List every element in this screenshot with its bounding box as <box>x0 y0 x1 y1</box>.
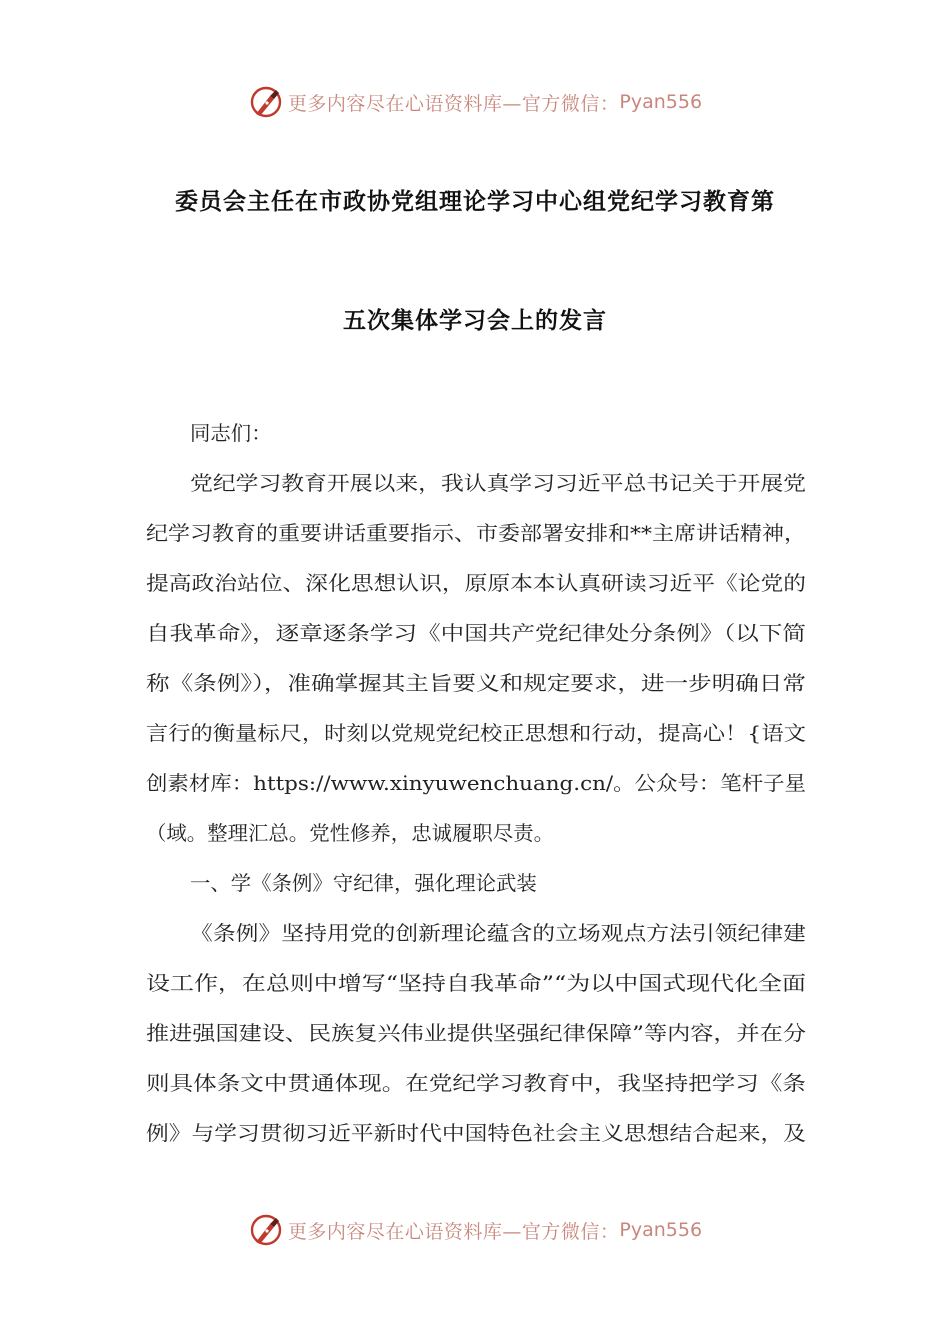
body-line: 推进强国建设、民族复兴伟业提供坚强纪律保障”等内容，并在分 <box>146 1021 806 1045</box>
section-heading: 一、学《条例》守纪律，强化理论武装 <box>190 871 537 895</box>
watermark-wechat-id: Pyan556 <box>619 1219 703 1241</box>
body-line: 自我革命》，逐章逐条学习《中国共产党纪律处分条例》（以下简 <box>146 621 806 645</box>
footer-watermark <box>0 1208 950 1252</box>
pen-nib-circle-icon <box>248 1212 284 1248</box>
header-watermark <box>0 80 950 124</box>
body-line: 创素材库：https://www.xinyuwenchuang.cn/。公众号：笔杆子星 <box>146 771 806 795</box>
salutation: 同志们： <box>190 421 272 445</box>
body-line: 言行的衡量标尺，时刻以党规党纪校正思想和行动，提高心！{语文 <box>146 721 806 745</box>
watermark-text: 更多内容尽在心语资料库—官方微信： <box>287 1220 620 1243</box>
body-line: 称《条例》），准确掌握其主旨要义和规定要求，进一步明确日常 <box>146 671 806 695</box>
body-line: （域。整理汇总。党性修养，忠诚履职尽责。 <box>146 821 554 845</box>
body-line: 例》与学习贯彻习近平新时代中国特色社会主义思想结合起来，及 <box>146 1121 806 1145</box>
pen-nib-circle-icon <box>248 84 284 120</box>
body-line: 《条例》坚持用党的创新理论蕴含的立场观点方法引领纪律建 <box>190 921 806 945</box>
body-line: 则具体条文中贯通体现。在党纪学习教育中，我坚持把学习《条 <box>146 1071 806 1095</box>
body-line: 提高政治站位、深化思想认识，原原本本认真研读习近平《论党的 <box>146 571 806 595</box>
body-line: 纪学习教育的重要讲话重要指示、市委部署安排和**主席讲话精神， <box>146 521 806 545</box>
watermark-text: 更多内容尽在心语资料库—官方微信： <box>287 92 620 115</box>
document-title-line-1: 委员会主任在市政协党组理论学习中心组党纪学习教育第 <box>175 189 775 215</box>
watermark-wechat-id: Pyan556 <box>619 91 703 113</box>
document-title-line-2: 五次集体学习会上的发言 <box>343 308 607 334</box>
body-line: 设工作，在总则中增写“坚持自我革命”“为以中国式现代化全面 <box>146 971 806 995</box>
body-line: 党纪学习教育开展以来，我认真学习习近平总书记关于开展党 <box>190 471 806 495</box>
